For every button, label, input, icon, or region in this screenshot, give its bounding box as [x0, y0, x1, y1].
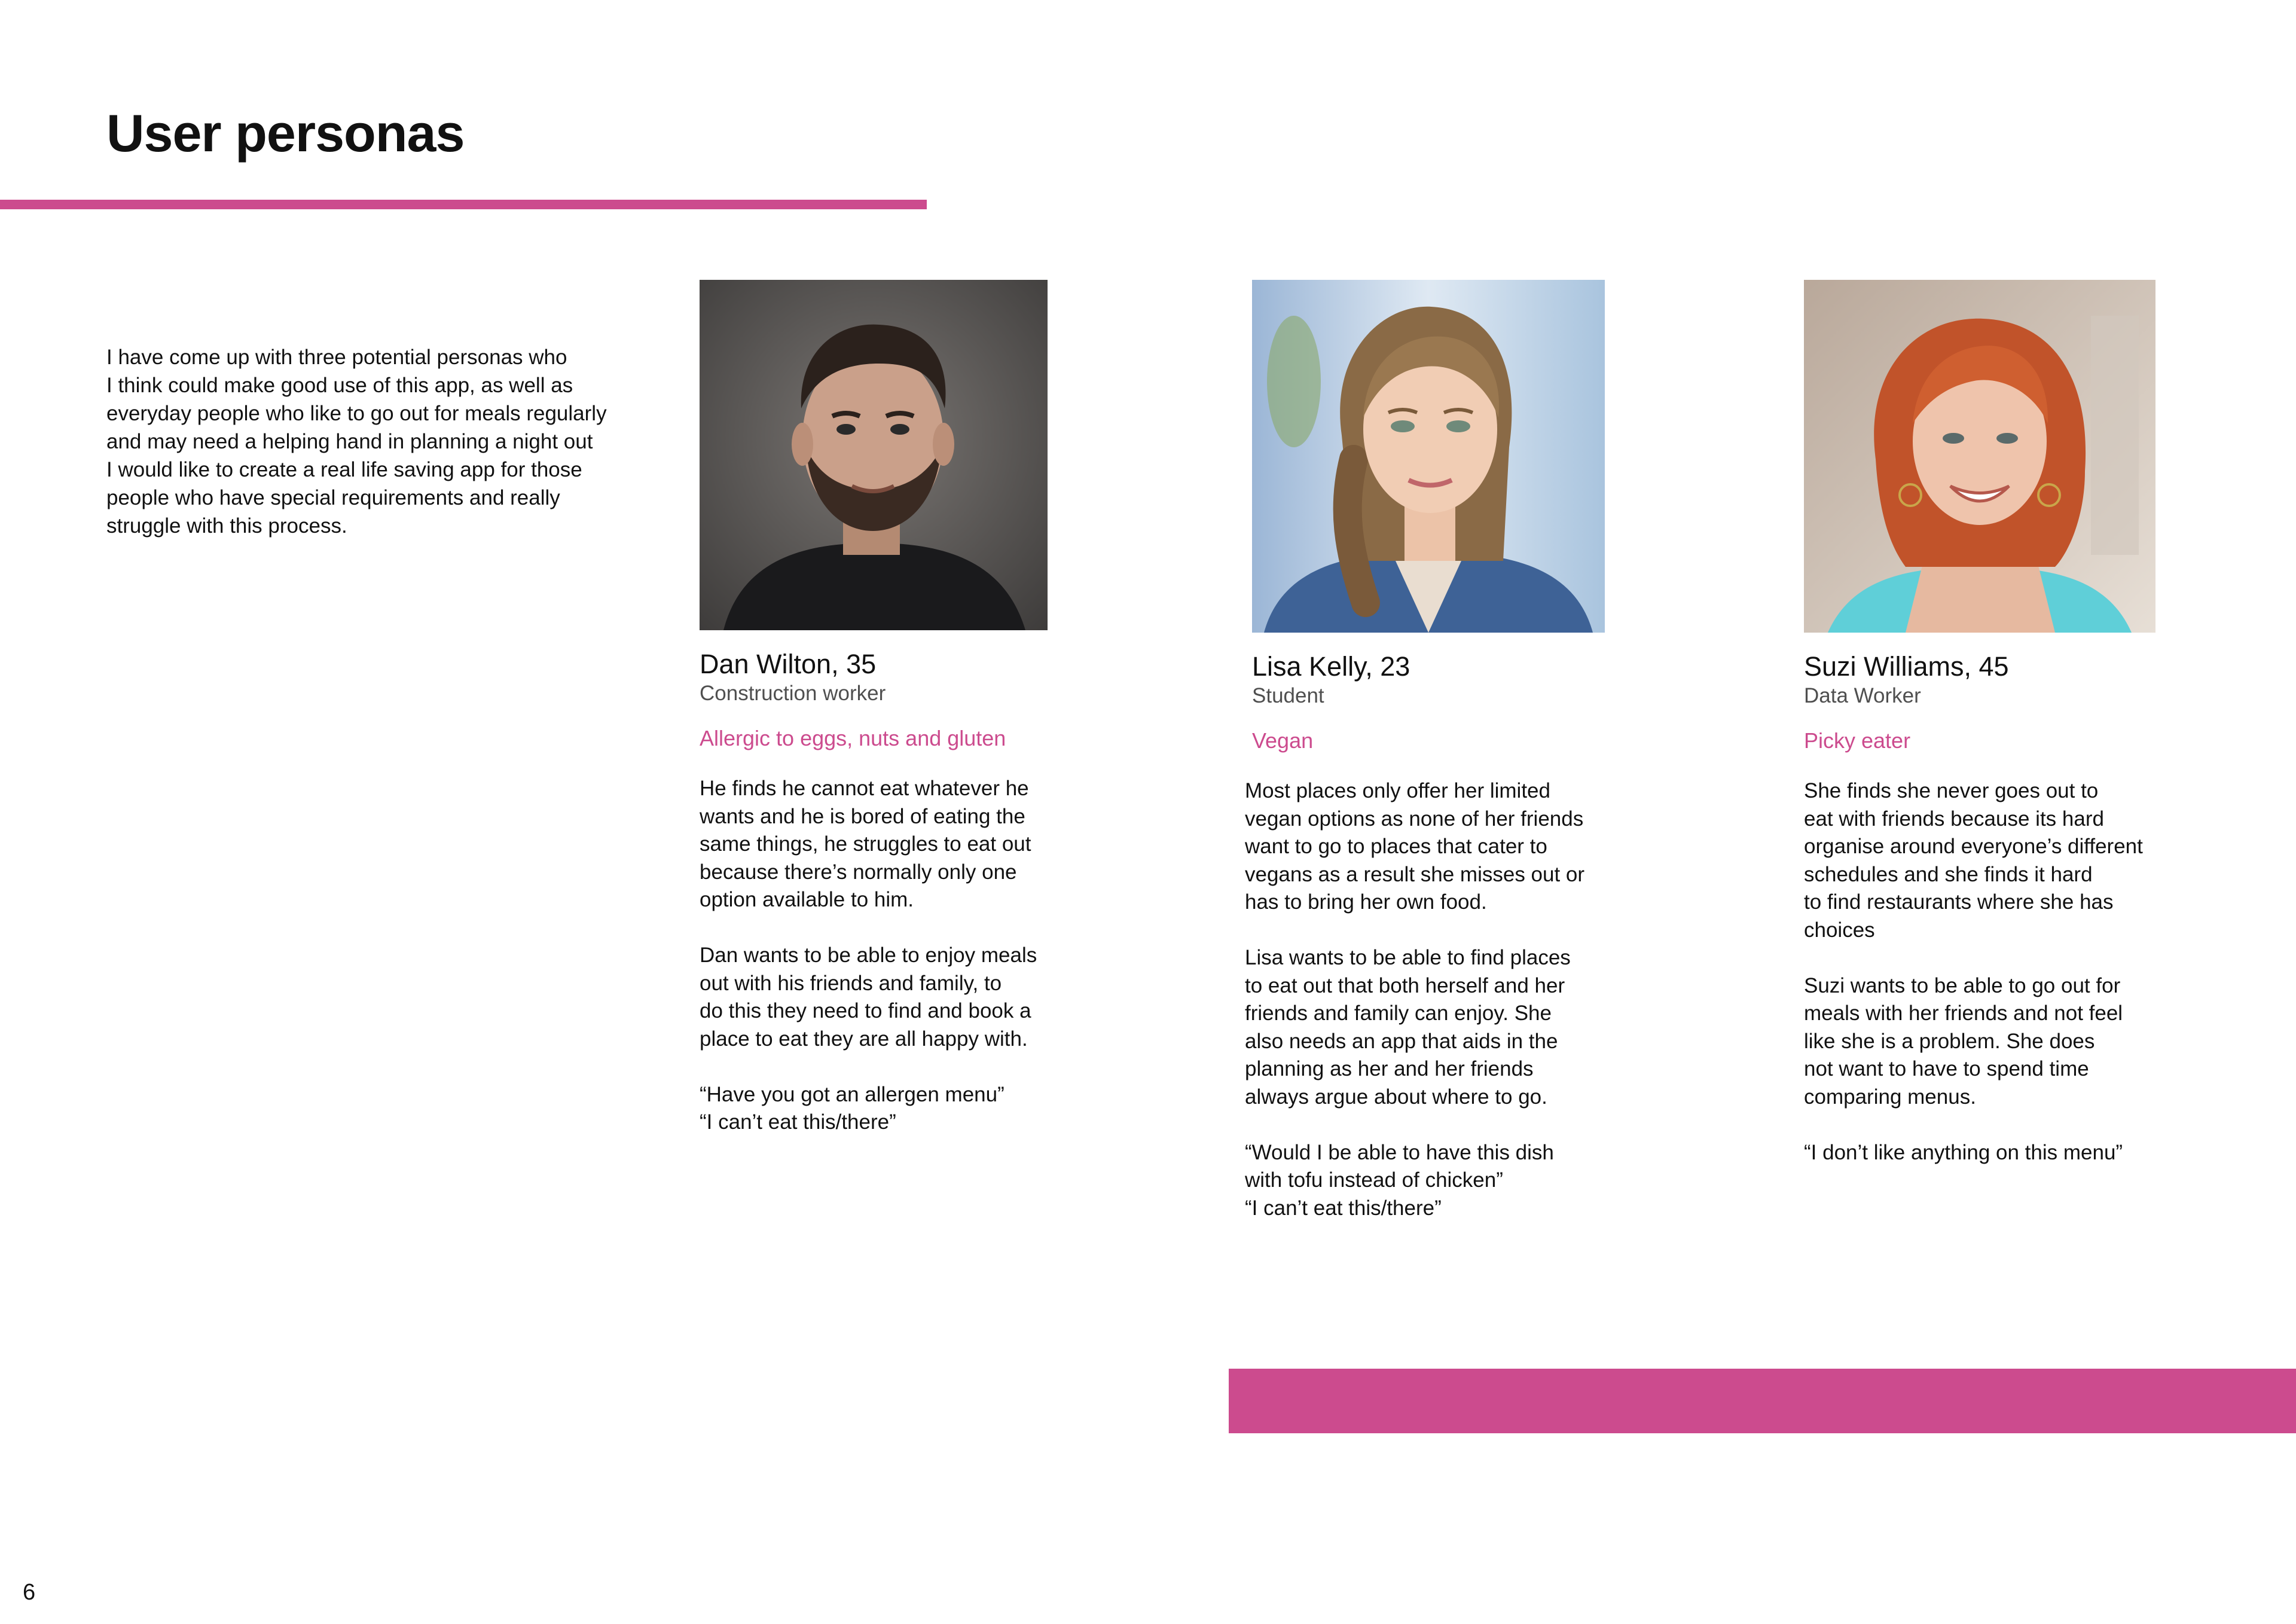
- persona-name: Lisa Kelly, 23: [1252, 651, 1410, 682]
- persona-description: She finds she never goes out to eat with friends because its hard organise around everyone’s different schedules and she finds it hard to find restaurants where she has choices Suzi wants to be able to go out for meals with her friends and not feel like she is a problem. She does not want to have to spend time comparing menus. “I don’t like anything on this menu”: [1804, 779, 2143, 1164]
- persona-dietary-tag: Vegan: [1252, 728, 1314, 753]
- intro-paragraph: I have come up with three potential personas who I think could make good use of this app, as well as everyday people who like to go out for meals regularly and may need a helping hand in planning a night out I would like to create a real life saving app for those people who have special requirements and really struggle with this process.: [106, 346, 607, 538]
- persona-role: Construction worker: [700, 682, 886, 705]
- page-title: User personas: [106, 103, 465, 163]
- persona-name: Suzi Williams, 45: [1804, 651, 2009, 682]
- persona-description: He finds he cannot eat whatever he wants and he is bored of eating the same things, he struggles to eat out because there’s normally only one option available to him. Dan wants to be able to enjoy meals out with his friends and family, to do this they need to find and book a place to eat they are all happy with. “Have you got an allergen menu” “I can’t eat this/there”: [700, 777, 1037, 1134]
- page-number: 6: [23, 1580, 36, 1605]
- persona-role: Data Worker: [1804, 684, 1921, 707]
- persona-card-dan: [700, 280, 1082, 1137]
- persona-dietary-tag: Allergic to eggs, nuts and gluten: [700, 726, 1006, 750]
- persona-description: Most places only offer her limited vegan options as none of her friends want to go to places that cater to vegans as a result she misses out or has to bring her own food. Lisa wants to be able to find places to eat out that both herself and her friends and family can enjoy. She also needs an app that aids in the planning as her and her friends always argue about where to go. “Would I be able to have this dish with tofu instead of chicken” “I can’t eat this/there”: [1245, 779, 1585, 1220]
- man-portrait-photo: [700, 280, 1048, 630]
- woman-red-hair-portrait-photo: [1804, 280, 2155, 633]
- persona-card-suzi: [1804, 280, 2187, 1167]
- decorative-accent-bar: [1229, 1369, 2296, 1433]
- title-underline: [0, 200, 927, 209]
- persona-role: Student: [1252, 684, 1324, 707]
- persona-card-lisa: [1245, 280, 1635, 1222]
- persona-name: Dan Wilton, 35: [700, 649, 877, 679]
- persona-dietary-tag: Picky eater: [1804, 728, 1911, 753]
- young-woman-portrait-photo: [1252, 280, 1605, 633]
